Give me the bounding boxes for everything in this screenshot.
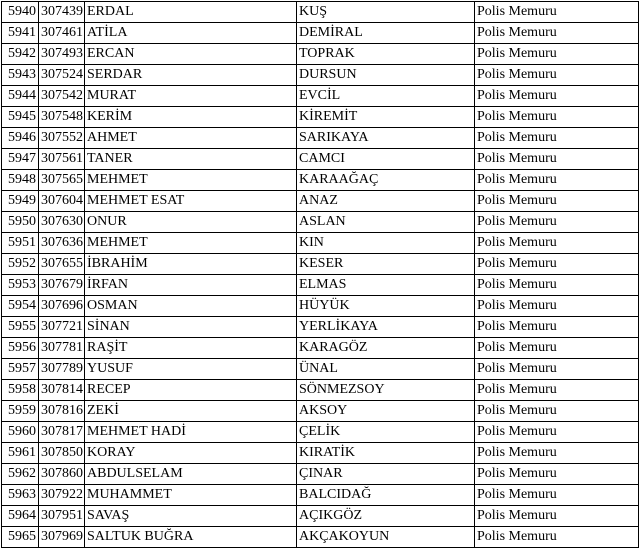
table-row (2, 170, 639, 191)
first-name-cell: RAŞİT (85, 338, 297, 359)
row-number-cell: 5965 (2, 527, 39, 548)
surname-cell: KESER (297, 254, 475, 275)
row-number-cell: 5948 (2, 170, 39, 191)
registry-number-cell: 307565 (39, 170, 85, 191)
table-row (2, 233, 639, 254)
surname-cell: SARIKAYA (297, 128, 475, 149)
first-name-cell: TANER (85, 149, 297, 170)
first-name-cell: MURAT (85, 86, 297, 107)
first-name-cell: ERCAN (85, 44, 297, 65)
row-number-cell: 5960 (2, 422, 39, 443)
row-number-cell: 5957 (2, 359, 39, 380)
rank-cell: Polis Memuru (475, 86, 639, 107)
row-number-cell: 5955 (2, 317, 39, 338)
surname-cell: ÇELİK (297, 422, 475, 443)
surname-cell: AKSOY (297, 401, 475, 422)
row-number-cell: 5942 (2, 44, 39, 65)
rank-cell: Polis Memuru (475, 2, 639, 23)
first-name-cell: SERDAR (85, 65, 297, 86)
registry-number-cell: 307850 (39, 443, 85, 464)
table-row (2, 275, 639, 296)
rank-cell: Polis Memuru (475, 65, 639, 86)
surname-cell: YERLİKAYA (297, 317, 475, 338)
row-number-cell: 5961 (2, 443, 39, 464)
registry-number-cell: 307679 (39, 275, 85, 296)
surname-cell: ASLAN (297, 212, 475, 233)
registry-number-cell: 307552 (39, 128, 85, 149)
surname-cell: HÜYÜK (297, 296, 475, 317)
registry-number-cell: 307816 (39, 401, 85, 422)
surname-cell: KIRATİK (297, 443, 475, 464)
row-number-cell: 5964 (2, 506, 39, 527)
surname-cell: ÇINAR (297, 464, 475, 485)
rank-cell: Polis Memuru (475, 485, 639, 506)
rank-cell: Polis Memuru (475, 128, 639, 149)
table-row (2, 296, 639, 317)
first-name-cell: İRFAN (85, 275, 297, 296)
first-name-cell: OSMAN (85, 296, 297, 317)
first-name-cell: YUSUF (85, 359, 297, 380)
row-number-cell: 5946 (2, 128, 39, 149)
table-row (2, 2, 639, 23)
rank-cell: Polis Memuru (475, 359, 639, 380)
row-number-cell: 5954 (2, 296, 39, 317)
surname-cell: ÜNAL (297, 359, 475, 380)
personnel-table (1, 1, 639, 548)
row-number-cell: 5944 (2, 86, 39, 107)
table-row (2, 401, 639, 422)
surname-cell: TOPRAK (297, 44, 475, 65)
surname-cell: AKÇAKOYUN (297, 527, 475, 548)
rank-cell: Polis Memuru (475, 149, 639, 170)
rank-cell: Polis Memuru (475, 275, 639, 296)
rank-cell: Polis Memuru (475, 44, 639, 65)
rank-cell: Polis Memuru (475, 191, 639, 212)
surname-cell: KİREMİT (297, 107, 475, 128)
first-name-cell: MEHMET (85, 233, 297, 254)
surname-cell: CAMCI (297, 149, 475, 170)
table-row (2, 65, 639, 86)
registry-number-cell: 307781 (39, 338, 85, 359)
first-name-cell: RECEP (85, 380, 297, 401)
rank-cell: Polis Memuru (475, 380, 639, 401)
row-number-cell: 5958 (2, 380, 39, 401)
rank-cell: Polis Memuru (475, 443, 639, 464)
first-name-cell: KORAY (85, 443, 297, 464)
surname-cell: KARAAĞAÇ (297, 170, 475, 191)
table-row (2, 380, 639, 401)
rank-cell: Polis Memuru (475, 170, 639, 191)
registry-number-cell: 307548 (39, 107, 85, 128)
registry-number-cell: 307655 (39, 254, 85, 275)
row-number-cell: 5947 (2, 149, 39, 170)
first-name-cell: ZEKİ (85, 401, 297, 422)
table-row (2, 107, 639, 128)
rank-cell: Polis Memuru (475, 233, 639, 254)
first-name-cell: SAVAŞ (85, 506, 297, 527)
surname-cell: ELMAS (297, 275, 475, 296)
registry-number-cell: 307721 (39, 317, 85, 338)
first-name-cell: SİNAN (85, 317, 297, 338)
registry-number-cell: 307817 (39, 422, 85, 443)
registry-number-cell: 307604 (39, 191, 85, 212)
row-number-cell: 5963 (2, 485, 39, 506)
table-row (2, 464, 639, 485)
first-name-cell: ATİLA (85, 23, 297, 44)
table-row (2, 191, 639, 212)
table-row (2, 44, 639, 65)
row-number-cell: 5940 (2, 2, 39, 23)
surname-cell: ANAZ (297, 191, 475, 212)
first-name-cell: ABDULSELAM (85, 464, 297, 485)
table-row (2, 23, 639, 44)
registry-number-cell: 307542 (39, 86, 85, 107)
table-row (2, 86, 639, 107)
first-name-cell: AHMET (85, 128, 297, 149)
rank-cell: Polis Memuru (475, 296, 639, 317)
registry-number-cell: 307439 (39, 2, 85, 23)
registry-number-cell: 307789 (39, 359, 85, 380)
table-row (2, 149, 639, 170)
row-number-cell: 5941 (2, 23, 39, 44)
rank-cell: Polis Memuru (475, 317, 639, 338)
surname-cell: KIN (297, 233, 475, 254)
registry-number-cell: 307696 (39, 296, 85, 317)
table-row (2, 212, 639, 233)
row-number-cell: 5956 (2, 338, 39, 359)
registry-number-cell: 307636 (39, 233, 85, 254)
first-name-cell: MEHMET (85, 170, 297, 191)
registry-number-cell: 307524 (39, 65, 85, 86)
rank-cell: Polis Memuru (475, 527, 639, 548)
first-name-cell: ONUR (85, 212, 297, 233)
registry-number-cell: 307630 (39, 212, 85, 233)
row-number-cell: 5953 (2, 275, 39, 296)
first-name-cell: MUHAMMET (85, 485, 297, 506)
registry-number-cell: 307493 (39, 44, 85, 65)
surname-cell: KARAGÖZ (297, 338, 475, 359)
surname-cell: AÇIKGÖZ (297, 506, 475, 527)
registry-number-cell: 307814 (39, 380, 85, 401)
row-number-cell: 5959 (2, 401, 39, 422)
row-number-cell: 5952 (2, 254, 39, 275)
surname-cell: DURSUN (297, 65, 475, 86)
surname-cell: BALCIDAĞ (297, 485, 475, 506)
registry-number-cell: 307860 (39, 464, 85, 485)
first-name-cell: SALTUK BUĞRA (85, 527, 297, 548)
row-number-cell: 5945 (2, 107, 39, 128)
first-name-cell: İBRAHİM (85, 254, 297, 275)
rank-cell: Polis Memuru (475, 254, 639, 275)
table-row (2, 128, 639, 149)
surname-cell: SÖNMEZSOY (297, 380, 475, 401)
rank-cell: Polis Memuru (475, 212, 639, 233)
table-row (2, 317, 639, 338)
surname-cell: DEMİRAL (297, 23, 475, 44)
row-number-cell: 5950 (2, 212, 39, 233)
rank-cell: Polis Memuru (475, 338, 639, 359)
first-name-cell: MEHMET HADİ (85, 422, 297, 443)
personnel-table-body (2, 2, 639, 548)
table-row (2, 485, 639, 506)
first-name-cell: ERDAL (85, 2, 297, 23)
registry-number-cell: 307951 (39, 506, 85, 527)
rank-cell: Polis Memuru (475, 422, 639, 443)
table-row (2, 254, 639, 275)
registry-number-cell: 307561 (39, 149, 85, 170)
row-number-cell: 5962 (2, 464, 39, 485)
table-row (2, 338, 639, 359)
registry-number-cell: 307969 (39, 527, 85, 548)
table-row (2, 422, 639, 443)
row-number-cell: 5949 (2, 191, 39, 212)
table-row (2, 443, 639, 464)
registry-number-cell: 307461 (39, 23, 85, 44)
rank-cell: Polis Memuru (475, 107, 639, 128)
row-number-cell: 5943 (2, 65, 39, 86)
table-row (2, 506, 639, 527)
rank-cell: Polis Memuru (475, 23, 639, 44)
table-row (2, 359, 639, 380)
surname-cell: KUŞ (297, 2, 475, 23)
rank-cell: Polis Memuru (475, 506, 639, 527)
first-name-cell: MEHMET ESAT (85, 191, 297, 212)
surname-cell: EVCİL (297, 86, 475, 107)
registry-number-cell: 307922 (39, 485, 85, 506)
rank-cell: Polis Memuru (475, 401, 639, 422)
row-number-cell: 5951 (2, 233, 39, 254)
first-name-cell: KERİM (85, 107, 297, 128)
rank-cell: Polis Memuru (475, 464, 639, 485)
